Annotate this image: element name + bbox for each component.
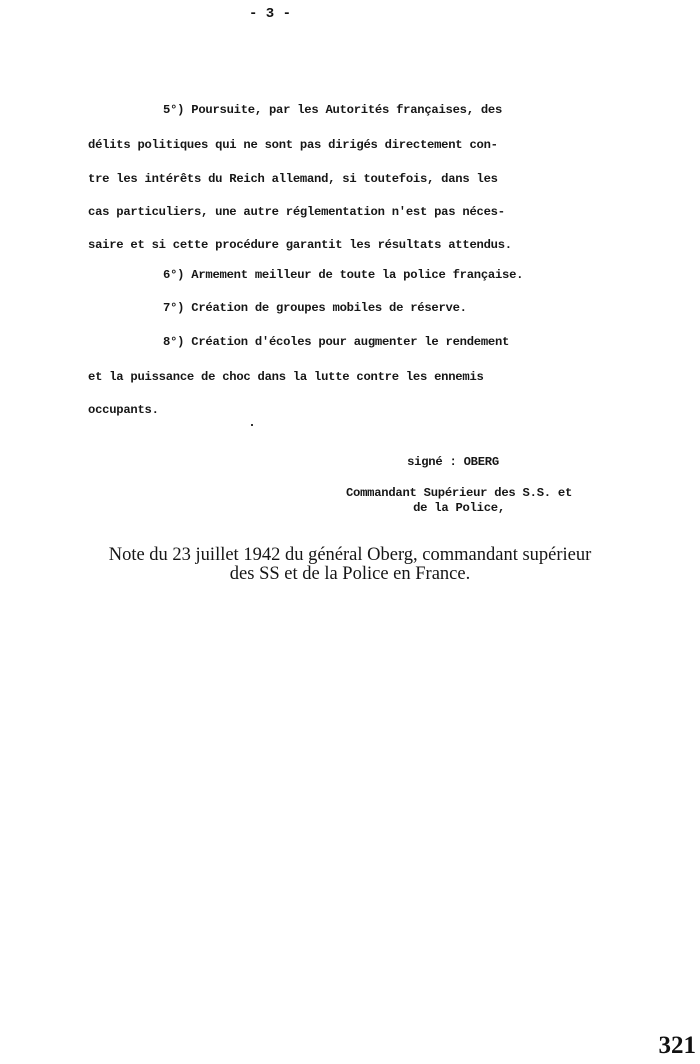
paragraph-5-line-5: saire et si cette procédure garantit les résultats attendus. xyxy=(88,238,512,252)
paragraph-5-line-1: 5°) Poursuite, par les Autorités françaises, des xyxy=(163,103,503,117)
page-number: 321 xyxy=(658,1032,696,1059)
caption-line-1: Note du 23 juillet 1942 du général Oberg, commandant supérieur xyxy=(108,545,592,565)
signatory-title-line-2: de la Police, xyxy=(413,501,505,515)
caption-line-2: des SS et de la Police en France. xyxy=(229,564,471,584)
paragraph-5-line-2: délits politiques qui ne sont pas dirigés directement con- xyxy=(88,138,498,152)
signatory-title-line-1: Commandant Supérieur des S.S. et xyxy=(345,486,573,500)
paragraph-8-line-1: 8°) Création d'écoles pour augmenter le rendement xyxy=(163,335,510,349)
page-marker: - 3 - xyxy=(248,6,291,22)
paragraph-8-line-2: et la puissance de choc dans la lutte contre les ennemis xyxy=(88,370,484,384)
paragraph-8-line-3: occupants. xyxy=(88,403,159,417)
paragraph-6: 6°) Armement meilleur de toute la police française. xyxy=(163,268,524,282)
paragraph-7: 7°) Création de groupes mobiles de réserve. xyxy=(163,301,467,315)
paragraph-5-line-3: tre les intérêts du Reich allemand, si toutefois, dans les xyxy=(88,172,498,186)
ink-speck xyxy=(251,424,253,426)
signed-line: signé : OBERG xyxy=(407,455,499,469)
paragraph-5-line-4: cas particuliers, une autre réglementation n'est pas néces- xyxy=(88,205,505,219)
